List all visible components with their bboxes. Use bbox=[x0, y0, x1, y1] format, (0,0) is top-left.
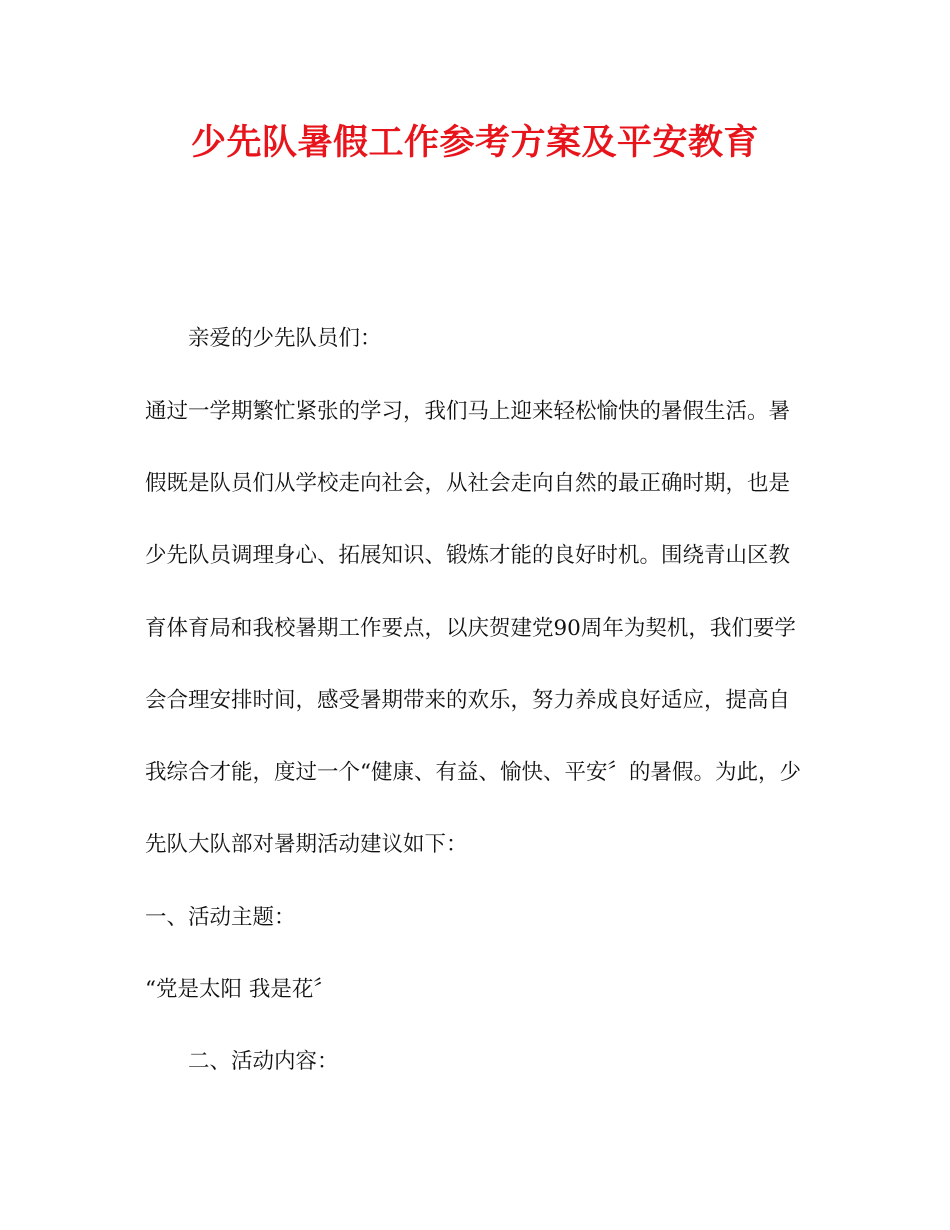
body-line: 先队大队部对暑期活动建议如下： bbox=[145, 832, 468, 857]
greeting-line: 亲爱的少先队员们： bbox=[188, 326, 382, 351]
section-heading-theme: 一、活动主题： bbox=[145, 905, 296, 930]
body-line: 育体育局和我校暑期工作要点，以庆贺建党90周年为契机，我们要学 bbox=[145, 616, 796, 641]
section-heading-content: 二、活动内容： bbox=[188, 1049, 339, 1074]
body-line: 会合理安排时间，感受暑期带来的欢乐，努力养成良好适应，提高自 bbox=[145, 688, 791, 713]
document-title: 少先队暑假工作参考方案及平安教育 bbox=[190, 123, 759, 163]
body-line: 假既是队员们从学校走向社会，从社会走向自然的最正确时期，也是 bbox=[145, 471, 791, 496]
body-line: 我综合才能，度过一个“健康、有益、愉快、平安〞的暑假。为此，少 bbox=[145, 760, 801, 785]
body-line: 少先队员调理身心、拓展知识、锻炼才能的良好时机。围绕青山区教 bbox=[145, 543, 791, 568]
theme-slogan: “党是太阳 我是花〞 bbox=[145, 977, 335, 1002]
body-line: 通过一学期繁忙紧张的学习，我们马上迎来轻松愉快的暑假生活。暑 bbox=[145, 399, 791, 424]
